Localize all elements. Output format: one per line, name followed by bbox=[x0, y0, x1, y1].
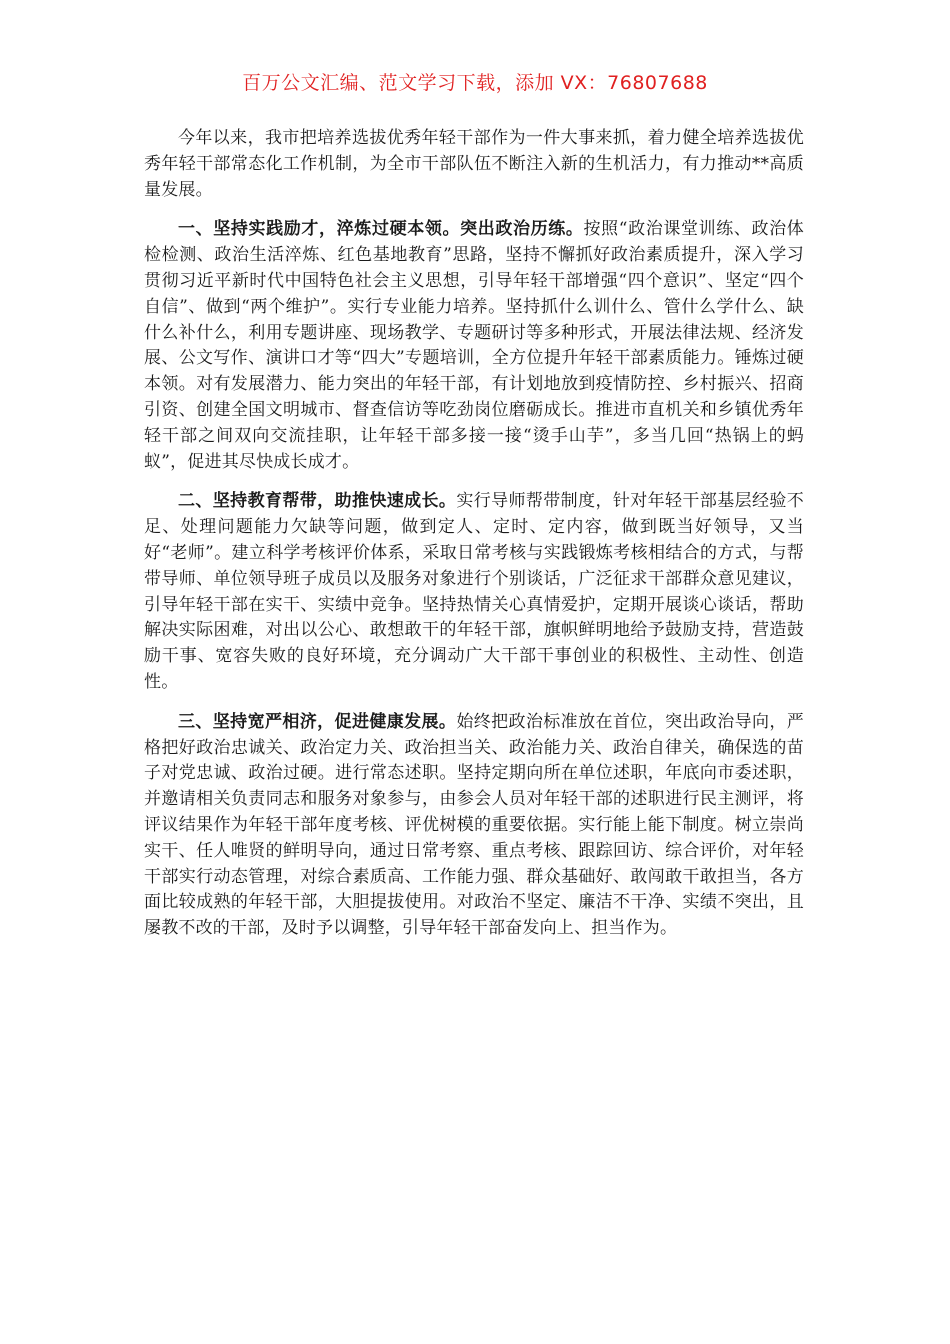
header-banner: 百万公文汇编、范文学习下载，添加 VX：76807688 bbox=[242, 72, 708, 94]
section-3-heading: 三、坚持宽严相济，促进健康发展。 bbox=[178, 711, 457, 732]
section-1-paragraph bbox=[144, 217, 804, 475]
section-3-text: 始终把政治标准放在首位，突出政治导向，严格把好政治忠诚关、政治定力关、政治担当关、政治能力关、政治自律关，确保选的苗子对党忠诚、政治过硬。进行常态述职。坚持定期向所在单位述职，年底向市委述职，并邀请相关负责同志和服务对象参与，由参会人员对年轻干部的述职进行民主测评，将评议结果作为年轻干部年度考核、评优树模的重要依据。实行能上能下制度。树立崇尚实干、任人唯贤的鲜明导向，通过日常考察、重点考核、跟踪回访、综合评价，对年轻干部实行动态管理，对综合素质高、工作能力强、群众基础好、敢闯敢干敢担当，各方面比较成熟的年轻干部，大胆提拔使用。对政治不坚定、廉洁不干净、实绩不突出，且屡教不改的干部，及时予以调整，引导年轻干部奋发向上、担当作为。 bbox=[144, 711, 805, 939]
section-2-heading: 二、坚持教育帮带，助推快速成长。 bbox=[178, 491, 457, 512]
section-2-text: 实行导师帮带制度，针对年轻干部基层经验不足、处理问题能力欠缺等问题，做到定人、定时、定内容，做到既当好领导，又当好“老师”。建立科学考核评价体系，采取日常考核与实践锻炼考核相结合的方式，与帮带导师、单位领导班子成员以及服务对象进行个别谈话，广泛征求干部群众意见建议，引导年轻干部在实干、实绩中竞争。坚持热情关心真情爱护，定期开展谈心谈话，帮助解决实际困难，对出以公心、敢想敢干的年轻干部，旗帜鲜明地给予鼓励支持，营造鼓励干事、宽容失败的良好环境，充分调动广大干部干事创业的积极性、主动性、创造性。 bbox=[144, 491, 805, 692]
section-1-heading: 一、坚持实践励才，淬炼过硬本领。 bbox=[178, 219, 461, 240]
section-1-text: 按照“政治课堂训练、政治体检检测、政治生活淬炼、红色基地教育”思路，坚持不懈抓好政治素质提升，深入学习贯彻习近平新时代中国特色社会主义思想，引导年轻干部增强“四个意识”、坚定“四个自信”、做到“两个维护”。实行专业能力培养。坚持抓什么训什么、管什么学什么、缺什么补什么，利用专题讲座、现场教学、专题研讨等多种形式，开展法律法规、经济发展、公文写作、演讲口才等“四大”专题培训，全方位提升年轻干部素质能力。锤炼过硬本领。对有发展潜力、能力突出的年轻干部，有计划地放到疫情防控、乡村振兴、招商引资、创建全国文明城市、督查信访等吃劲岗位磨砺成长。推进市直机关和乡镇优秀年轻干部之间双向交流挂职，让年轻干部多接一接“烫手山芋”，多当几回“热锅上的蚂蚁”，促进其尽快成长成才。 bbox=[144, 219, 804, 472]
document-body bbox=[144, 126, 804, 956]
intro-paragraph: 今年以来，我市把培养选拔优秀年轻干部作为一件大事来抓，着力健全培养选拔优秀年轻干部常态化工作机制，为全市干部队伍不断注入新的生机活力，有力推动**高质量发展。 bbox=[144, 128, 804, 200]
section-1-lead: 突出政治历练。 bbox=[460, 219, 584, 240]
section-3-paragraph bbox=[144, 710, 804, 942]
section-2-paragraph bbox=[144, 489, 804, 695]
